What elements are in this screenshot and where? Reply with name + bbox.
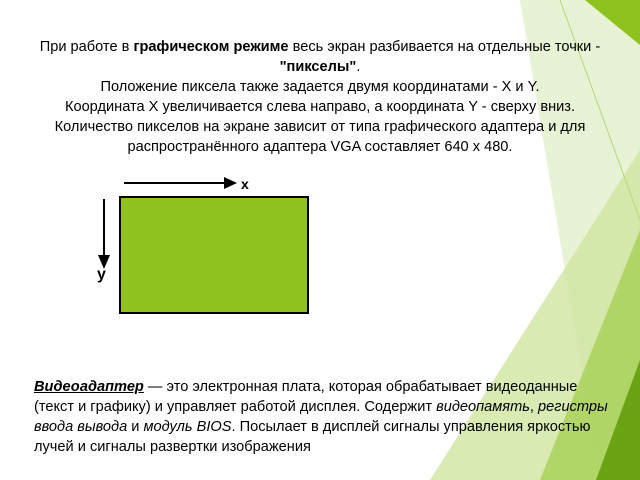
intro-paragraph-1: При работе в графическом режиме весь экран разбивается на отдельные точки - "пикселы".	[39, 39, 601, 75]
definition-paragraph: Видеоадаптер — это электронная плата, которая обрабатывает видеоданные (текст и графику) и управляет работой дисплея. Содержит видеопамять, регистры ввода вывода и модуль BIOS. Посылает в дисплей сигналы управления яркостью лучей и сигналы развертки изображения	[34, 379, 608, 455]
screen-rectangle	[119, 196, 309, 314]
y-axis-arrow-icon	[97, 197, 111, 271]
term-bios-module: модуль BIOS	[143, 419, 232, 435]
term-io-registers: регистры ввода вывода	[34, 399, 608, 435]
term-graphic-mode: графическом режиме	[133, 39, 289, 55]
definition-text	[34, 377, 614, 457]
intro-paragraph-2: Положение пиксела также задается двумя координатами - X и Y.	[100, 79, 540, 95]
y-axis-label: y	[97, 266, 106, 283]
x-axis-label: x	[241, 176, 249, 192]
x-axis-arrow-icon	[122, 176, 238, 190]
term-video-adapter: Видеоадаптер	[34, 379, 144, 395]
term-video-memory: видеопамять	[436, 399, 530, 415]
term-pixels: "пикселы"	[279, 59, 357, 75]
intro-text	[24, 37, 616, 157]
intro-paragraph-3: Координата X увеличивается слева направо, а координата Y - сверху вниз. Количество пикселов на экране зависит от типа графического адаптера и для распространённого адаптера VGA составляет 640 х 480.	[54, 99, 586, 155]
